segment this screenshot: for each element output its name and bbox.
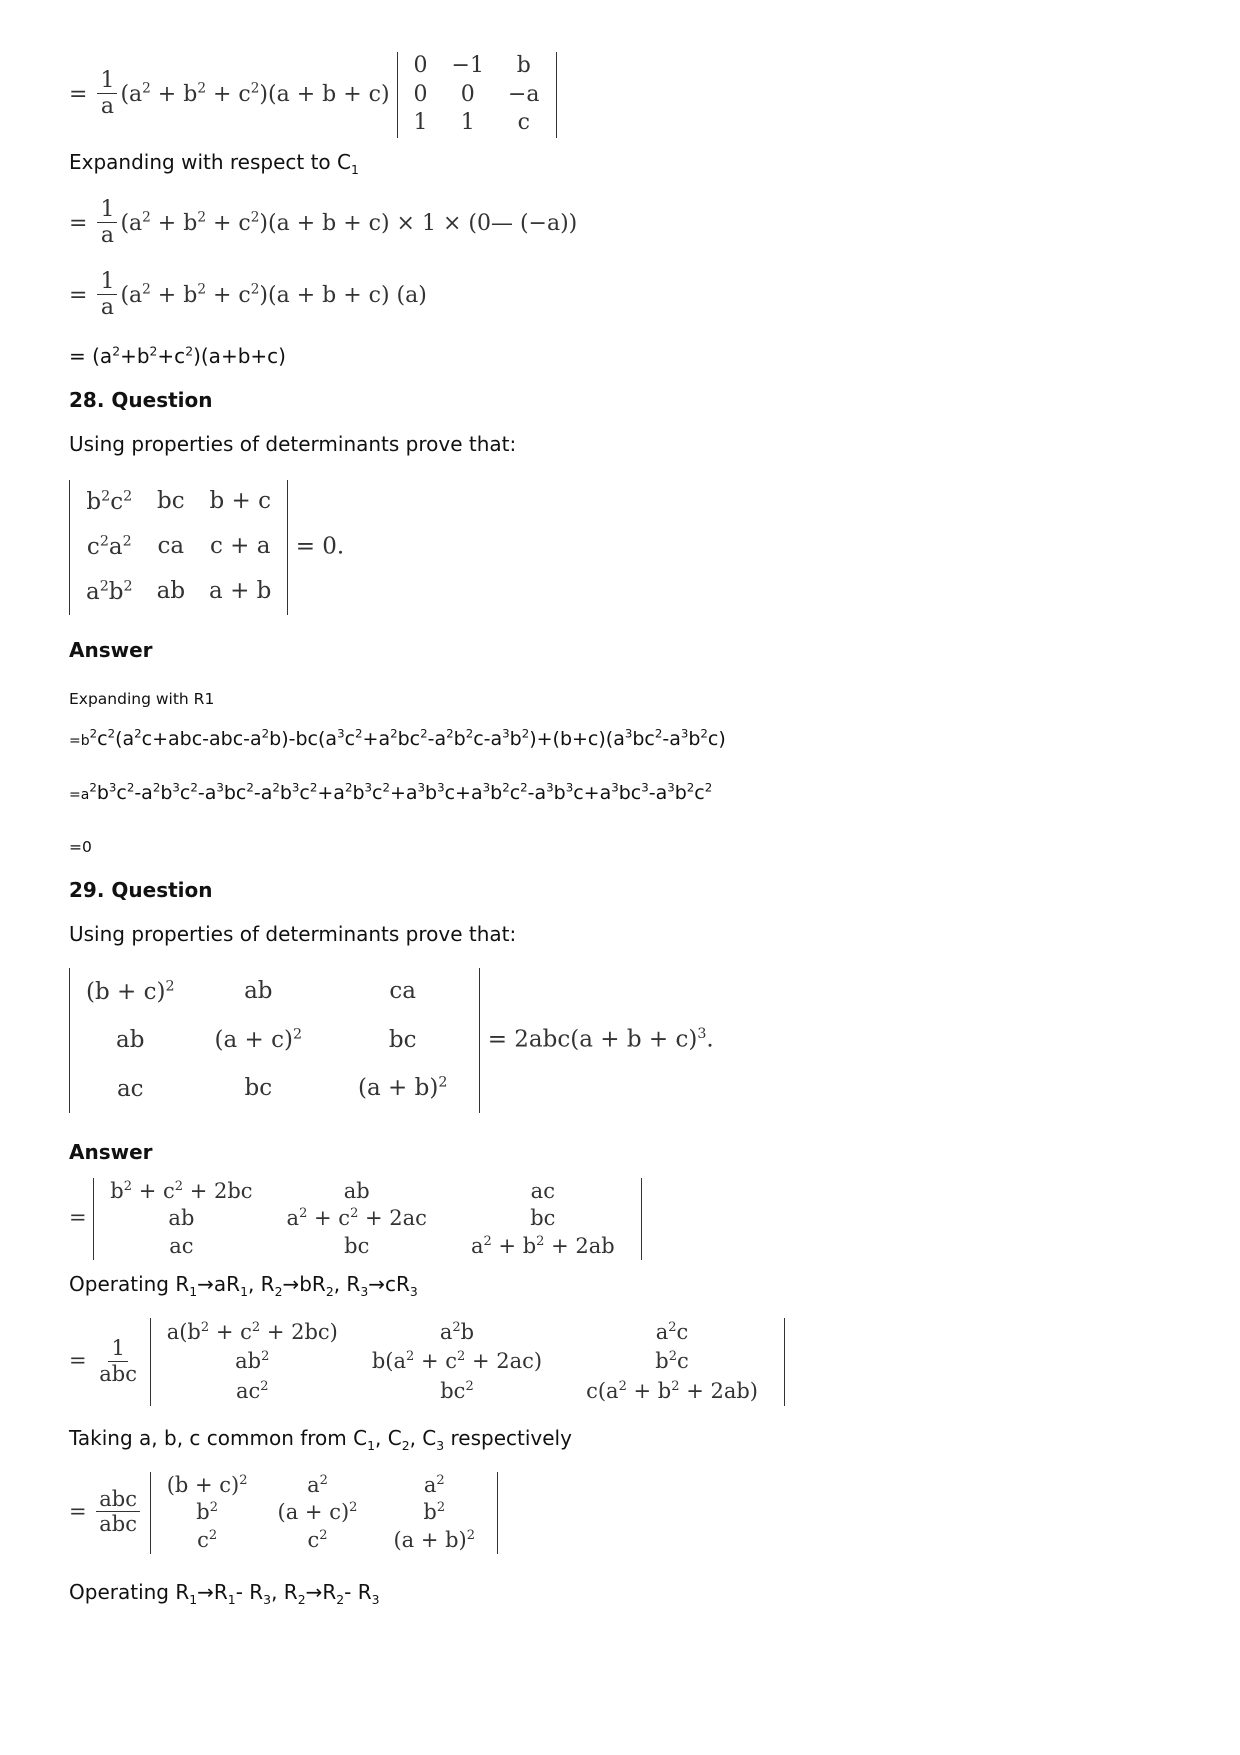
question-29-title: 29. Question <box>69 878 213 902</box>
question-28-title: 28. Question <box>69 388 213 412</box>
answer-28-label: Answer <box>69 638 153 662</box>
question-28-determinant: $b^2c^2$ bc b + c $c^2a^2$ ca c + a $a^2b^2$ ab a + b = 0. <box>69 480 344 615</box>
answer-29-label: Answer <box>69 1140 153 1164</box>
math-result-1: = $(a^2+b^2+c^2)(a+b+c)$ <box>69 343 286 368</box>
math-step-2: = $\frac{1}{\text{abc}}$ $a(b^2 + c^2 + 2bc)$ $a^2b$ $a^2c$ $ab^2$ $b(a^2 + c^2 + 2ac)$ $b^2c$ $ac^2$ $bc^2$ $c(a^2 + b^2 + 2ab)$ <box>69 1318 785 1406</box>
math-step-1: = $b^2 + c^2 + 2bc$ ab ac ab $a^2 + c^2 + 2ac$ bc ac bc $a^2 + b^2 + 2ab$ <box>69 1178 642 1260</box>
text-expanding-c1: Expanding with respect to $C_1$ <box>69 150 359 177</box>
text-operating-1: Operating $R_1\to aR_1$, $R_2\to bR_2$, $R_3\to cR_3$ <box>69 1272 418 1299</box>
math-expansion-1: $=b^2c^2(a^2c+abc-abc-a^2b)-bc(a^3c^2+a^2bc^2-a^2b^2c-a^3b^2)+(b+c)(a^3bc^2-a^3b^2c)$ <box>69 726 726 750</box>
math-step-3: = $\frac{\text{abc}}{\text{abc}}$ $(b + c)^2$ $a^2$ $a^2$ $b^2$ $(a + c)^2$ $b^2$ $c^2$ $c^2$ $(a + b)^2$ <box>69 1472 498 1554</box>
math-expansion-2: $=a^2b^3c^2-a^2b^3c^2-a^3bc^2-a^2b^3c^2+a^2b^3c^2+a^3b^3c+a^3b^2c^2-a^3b^3c+a^3bc^3-a^3b^2c^2$ <box>69 780 713 804</box>
math-expression-3: = $\frac{1}{a}$ $(a^2 + b^2 + c^2)(a + b + c)$ (a) <box>69 269 427 321</box>
text-operating-2: Operating $R_1\to R_1-$ $R_3$, $R_2\to R_2-$ $R_3$ <box>69 1580 380 1607</box>
text-taking-common: Taking a, b, c common from $C_1$, $C_2$, $C_3$ respectively <box>69 1426 572 1453</box>
question-29-prompt: Using properties of determinants prove that: <box>69 922 517 946</box>
math-expression-1: = $\frac{1}{a}$ $(a^2 + b^2 + c^2)(a + b + c)$ 0 −1 b 0 0 −a 1 1 c <box>69 52 557 138</box>
question-29-determinant: $(b + c)^2$ ab ca ab $(a + c)^2$ bc ac bc $(a + b)^2$ = $2abc(a + b + c)^3$. <box>69 968 714 1113</box>
question-28-prompt: Using properties of determinants prove that: <box>69 432 517 456</box>
math-expression-2: = $\frac{1}{a}$ $(a^2 + b^2 + c^2)(a + b + c) \times 1$ × (0— (−a)) <box>69 197 578 249</box>
math-result-zero: =0 <box>69 838 92 856</box>
text-expanding-r1: Expanding with R1 <box>69 690 215 708</box>
